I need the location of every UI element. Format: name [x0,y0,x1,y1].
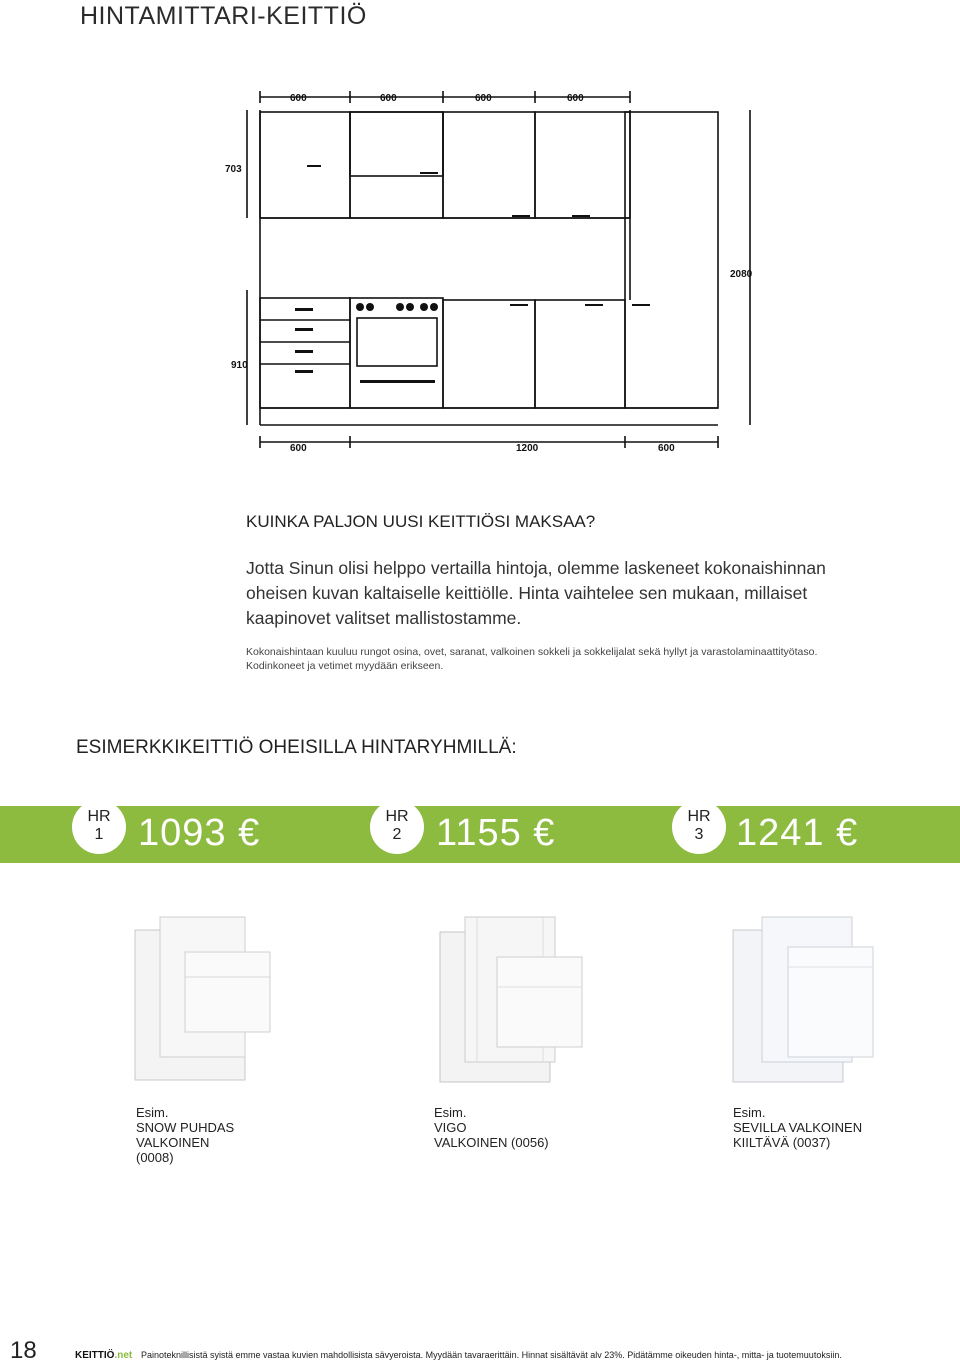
door-label-2 [434,1105,549,1150]
dim-top-1: 600 [290,93,307,104]
price-value: 1241 € [736,812,859,854]
door-sample-vigo [435,912,595,1087]
door-sample-snow [130,912,280,1087]
dim-upper-height: 703 [225,164,242,175]
door-label-line: Esim. [733,1105,766,1120]
dim-bottom-2: 1200 [516,443,539,454]
example-heading: ESIMERKKIKEITTIÖ OHEISILLA HINTARYHMILLÄ: [76,737,517,758]
price-band [0,806,960,863]
page-number: 18 [10,1337,37,1364]
footer-disclaimer: Painoteknillisistä syistä emme vastaa kuvien mahdollisista sävyeroista. Myydään tavaraerittäin. Hinnat sisältävät alv 23%. Pidätämme oikeuden hinta-, mitta- ja tuotemuutoksiin. [141,1350,842,1360]
door-label-1 [136,1105,234,1165]
price-group-badge [370,800,424,854]
page-title: HINTAMITTARI-KEITTIÖ [80,2,367,30]
badge-group: 2 [392,826,402,843]
badge-label: HR [385,808,409,825]
door-sample-sevilla [730,912,890,1087]
door-label-line: Esim. [434,1105,467,1120]
price-value: 1155 € [436,812,556,854]
price-group-badge [672,800,726,854]
dim-lower-height: 910 [231,360,248,371]
badge-label: HR [687,808,711,825]
logo-net: .net [114,1350,133,1361]
logo-main: KEITTIÖ [75,1350,115,1361]
door-label-line: VALKOINEN (0056) [434,1135,549,1150]
price-group-badge [72,800,126,854]
dim-top-3: 600 [475,93,492,104]
intro-heading: KUINKA PALJON UUSI KEITTIÖSI MAKSAA? [246,512,596,531]
dim-bottom-3: 600 [658,443,675,454]
dim-top-2: 600 [380,93,397,104]
door-label-3 [733,1105,862,1150]
kitchen-elevation-drawing [200,80,780,460]
door-label-line: Esim. [136,1105,169,1120]
brand-logo [75,1350,132,1361]
intro-text: Jotta Sinun olisi helppo vertailla hintoja, olemme laskeneet kokonaishinnan oheisen kuvan kaltaiselle keittiölle. Hinta vaihtelee sen mukaan, millaiset kaapinovet valitset mallistostamme. [246,558,826,628]
door-label-line: (0008) [136,1150,174,1165]
badge-label: HR [87,808,111,825]
dim-total-height: 2080 [730,269,753,280]
door-label-line: VALKOINEN [136,1135,210,1150]
price-value: 1093 € [138,812,261,854]
door-label-line: SEVILLA VALKOINEN [733,1120,863,1135]
badge-group: 3 [694,826,704,843]
door-label-line: VIGO [434,1120,467,1135]
door-label-line: KIILTÄVÄ (0037) [733,1135,831,1150]
dim-top-4: 600 [567,93,584,104]
door-label-line: SNOW PUHDAS [136,1120,235,1135]
intro-small-print: Kokonaishintaan kuuluu rungot osina, ovet, saranat, valkoinen sokkeli ja sokkelijalat sekä hyllyt ja varastolaminaattityötaso. Kodinkoneet ja vetimet myydään erikseen. [246,646,818,672]
dim-bottom-1: 600 [290,443,307,454]
badge-group: 1 [94,826,104,843]
